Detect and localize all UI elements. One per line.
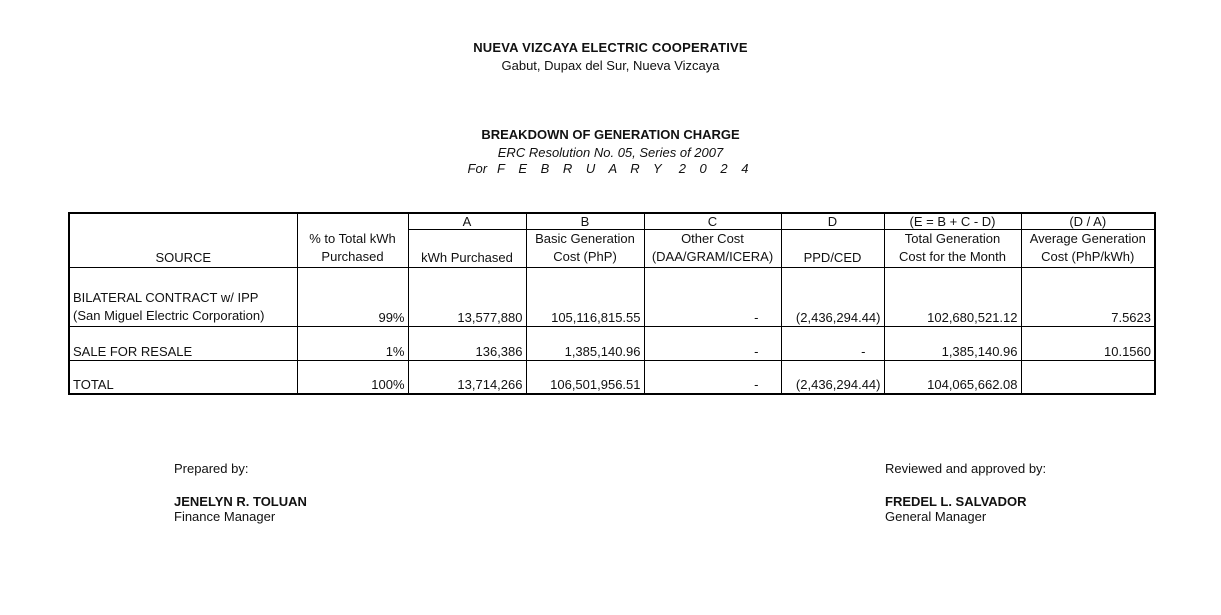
header-pct-line1: % to Total kWh <box>309 231 396 246</box>
total-cell: 1,385,140.96 <box>884 327 1021 361</box>
reviewed-by-name: FREDEL L. SALVADOR <box>885 494 1027 509</box>
period-label: For <box>467 161 488 176</box>
avg-cell <box>1021 361 1155 395</box>
period-month: F E B R U A R Y <box>497 161 667 176</box>
period-year: 2 0 2 4 <box>678 161 754 176</box>
avg-cell: 7.5623 <box>1021 268 1155 327</box>
table-row <box>69 268 1155 327</box>
header-other-line2: (DAA/GRAM/ICERA) <box>651 249 774 264</box>
reviewed-by-label: Reviewed and approved by: <box>885 461 1047 476</box>
column-letter-f: (D / A) <box>1021 213 1155 230</box>
header-pct <box>297 230 408 268</box>
header-avg-line1: Average Generation <box>1029 231 1146 246</box>
letter-cell <box>297 213 408 230</box>
reviewed-by-block <box>885 461 1046 524</box>
ppd-cell: (2,436,294.44) <box>781 268 884 327</box>
company-address: Gabut, Dupax del Sur, Nueva Vizcaya <box>501 58 720 73</box>
kwh-cell: 13,714,266 <box>408 361 526 395</box>
avg-cell: 10.1560 <box>1021 327 1155 361</box>
prepared-by-name: JENELYN R. TOLUAN <box>174 494 307 509</box>
total-cell: 102,680,521.12 <box>884 268 1021 327</box>
header-ppd: PPD/CED <box>781 230 884 268</box>
header-total <box>884 230 1021 268</box>
table-row <box>69 327 1155 361</box>
document-title: BREAKDOWN OF GENERATION CHARGE <box>481 127 740 142</box>
column-letter-e: (E = B + C - D) <box>884 213 1021 230</box>
header-source: SOURCE <box>69 230 297 268</box>
header-basic-line2: Cost (PhP) <box>553 249 617 264</box>
column-header-row <box>69 230 1155 268</box>
prepared-by-position: Finance Manager <box>174 509 276 524</box>
letter-cell <box>69 213 297 230</box>
source-cell: TOTAL <box>69 361 297 395</box>
header-basic-line1: Basic Generation <box>535 231 635 246</box>
document-subtitle: ERC Resolution No. 05, Series of 2007 <box>497 145 724 160</box>
header-kwh: kWh Purchased <box>408 230 526 268</box>
header-basic <box>526 230 644 268</box>
header-total-line1: Total Generation <box>904 231 1001 246</box>
column-letter-a: A <box>408 213 526 230</box>
pct-cell: 100% <box>297 361 408 395</box>
header-pct-line2: Purchased <box>321 249 384 264</box>
ppd-cell: - <box>781 327 884 361</box>
source-line2: (San Miguel Electric Corporation) <box>73 308 265 323</box>
prepared-by-label: Prepared by: <box>174 461 249 476</box>
other-cell: - <box>644 268 781 327</box>
document-period <box>0 161 1221 176</box>
header-avg-line2: Cost (PhP/kWh) <box>1041 249 1135 264</box>
pct-cell: 99% <box>297 268 408 327</box>
header-total-line2: Cost for the Month <box>899 249 1006 264</box>
kwh-cell: 136,386 <box>408 327 526 361</box>
source-cell <box>69 268 297 327</box>
pct-cell: 1% <box>297 327 408 361</box>
generation-charge-table <box>68 212 1156 395</box>
basic-cell: 106,501,956.51 <box>526 361 644 395</box>
basic-cell: 1,385,140.96 <box>526 327 644 361</box>
kwh-cell: 13,577,880 <box>408 268 526 327</box>
column-letter-c: C <box>644 213 781 230</box>
source-line1: BILATERAL CONTRACT w/ IPP <box>73 290 259 305</box>
other-cell: - <box>644 361 781 395</box>
other-cell: - <box>644 327 781 361</box>
column-letter-d: D <box>781 213 884 230</box>
basic-cell: 105,116,815.55 <box>526 268 644 327</box>
reviewed-by-position: General Manager <box>885 509 987 524</box>
prepared-by-block <box>174 461 307 524</box>
header-other <box>644 230 781 268</box>
column-letter-row <box>69 213 1155 230</box>
ppd-cell: (2,436,294.44) <box>781 361 884 395</box>
header-avg <box>1021 230 1155 268</box>
table-total-row <box>69 361 1155 395</box>
total-cell: 104,065,662.08 <box>884 361 1021 395</box>
column-letter-b: B <box>526 213 644 230</box>
header-other-line1: Other Cost <box>681 231 744 246</box>
company-name: NUEVA VIZCAYA ELECTRIC COOPERATIVE <box>473 40 748 55</box>
source-cell: SALE FOR RESALE <box>69 327 297 361</box>
